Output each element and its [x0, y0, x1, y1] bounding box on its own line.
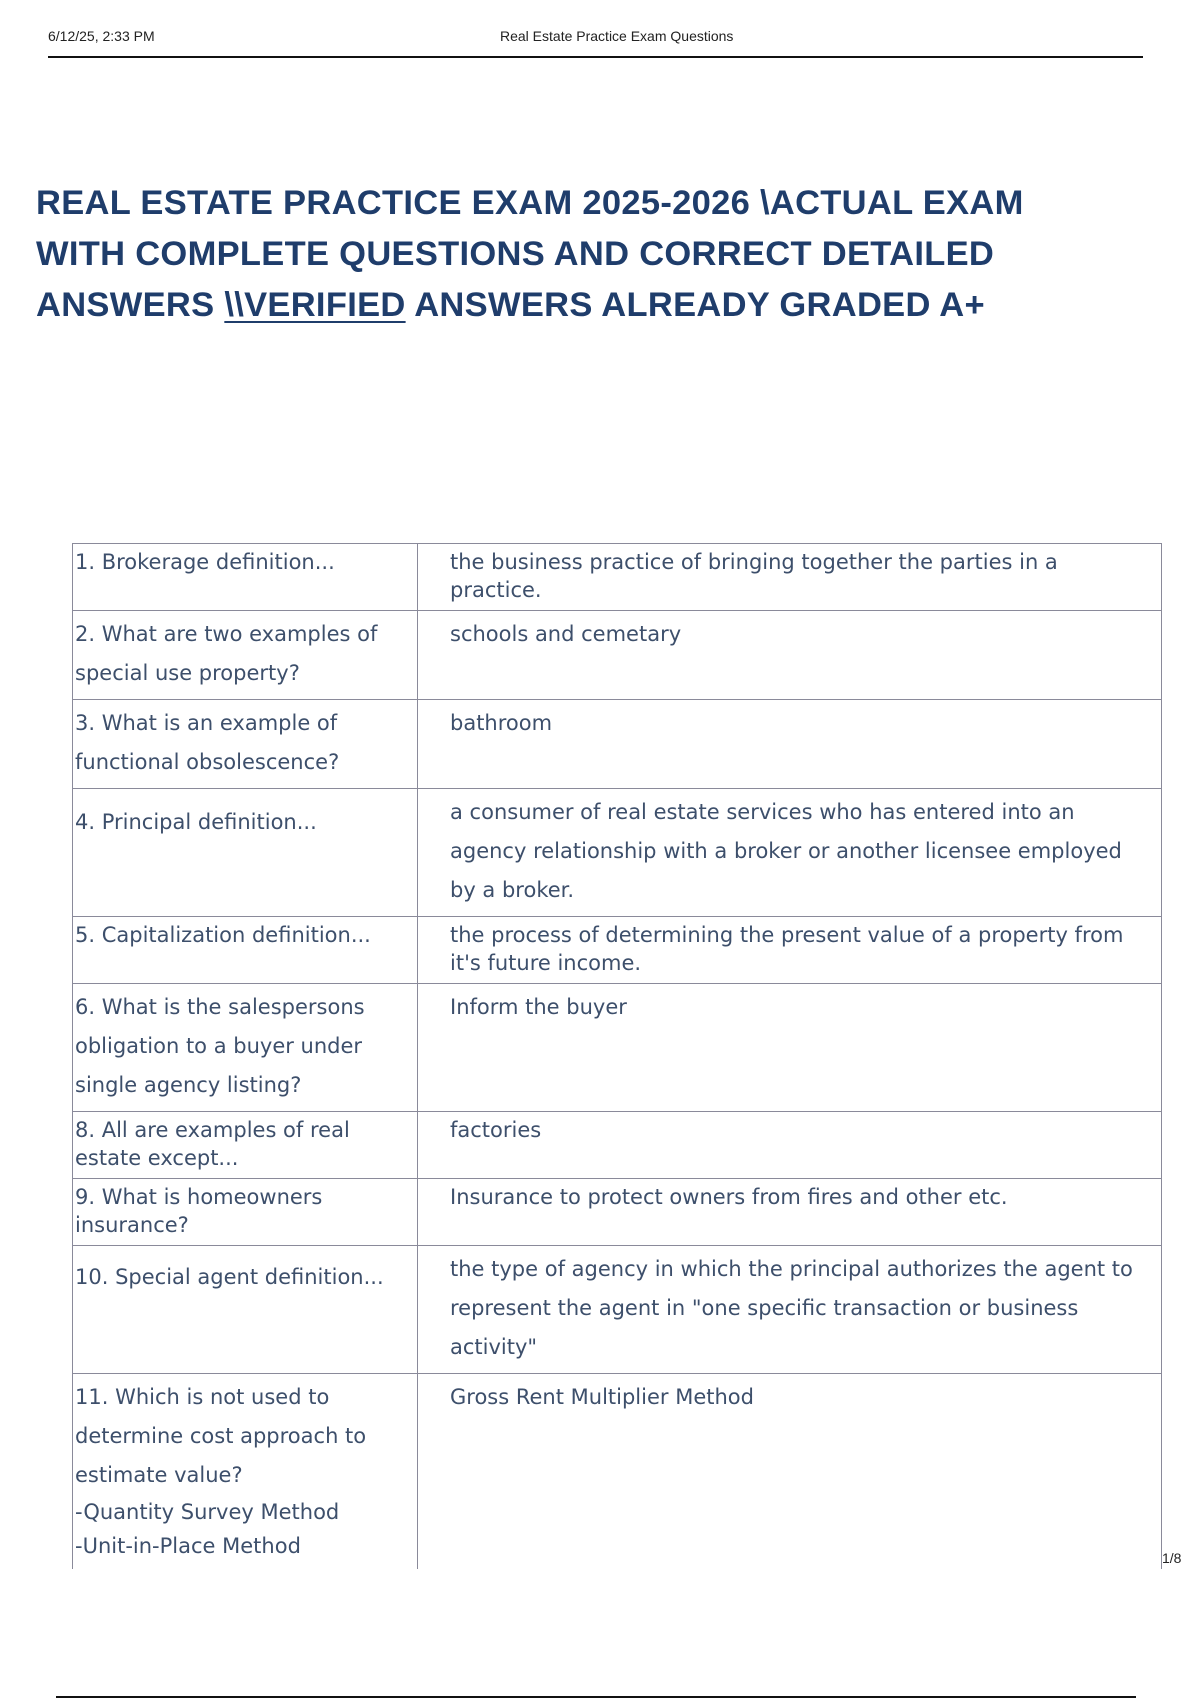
- question-cell: 5. Capitalization definition...: [73, 917, 418, 984]
- answer-cell: Gross Rent Multiplier Method: [418, 1374, 1162, 1570]
- title-line-1: REAL ESTATE PRACTICE EXAM 2025-2026 \ACTUAL EXAM: [36, 184, 1024, 222]
- question-option: -Unit-in-Place Method: [75, 1534, 301, 1558]
- page-title: [36, 178, 1200, 331]
- print-document-title: Real Estate Practice Exam Questions: [500, 28, 734, 44]
- table-row: [73, 984, 1162, 1112]
- title-line-3b: \\VERIFIED: [224, 286, 406, 324]
- question-cell: 3. What is an example of functional obsolescence?: [73, 700, 418, 789]
- question-cell: 6. What is the salespersons obligation to a buyer under single agency listing?: [73, 984, 418, 1112]
- answer-cell: Insurance to protect owners from fires and other etc.: [418, 1179, 1162, 1246]
- answer-cell: factories: [418, 1112, 1162, 1179]
- question-cell: 8. All are examples of real estate except...: [73, 1112, 418, 1179]
- question-cell: 2. What are two examples of special use property?: [73, 611, 418, 700]
- question-cell: 10. Special agent definition...: [73, 1246, 418, 1374]
- qa-table: [72, 543, 1162, 1569]
- title-line-3a: ANSWERS: [36, 286, 225, 324]
- table-row: [73, 1179, 1162, 1246]
- question-cell: [73, 1374, 418, 1570]
- title-line-3c: ANSWERS ALREADY GRADED A+: [405, 286, 985, 324]
- table-row: [73, 700, 1162, 789]
- question-cell: 4. Principal definition...: [73, 789, 418, 917]
- question-text: 11. Which is not used to determine cost approach to estimate value?: [75, 1385, 367, 1487]
- table-row: [73, 544, 1162, 611]
- title-line-2: WITH COMPLETE QUESTIONS AND CORRECT DETAILED: [36, 235, 995, 273]
- print-date: 6/12/25, 2:33 PM: [48, 28, 155, 44]
- question-cell: 9. What is homeowners insurance?: [73, 1179, 418, 1246]
- answer-cell: bathroom: [418, 700, 1162, 789]
- table-row: [73, 1246, 1162, 1374]
- table-row: [73, 1374, 1162, 1570]
- answer-cell: a consumer of real estate services who has entered into an agency relationship with a broker or another licensee employed by a broker.: [418, 789, 1162, 917]
- answer-cell: schools and cemetary: [418, 611, 1162, 700]
- table-row: [73, 611, 1162, 700]
- table-row: [73, 1112, 1162, 1179]
- answer-cell: the process of determining the present value of a property from it's future income.: [418, 917, 1162, 984]
- question-option: -Quantity Survey Method: [75, 1500, 340, 1524]
- answer-cell: the type of agency in which the principal authorizes the agent to represent the agent in "one specific transaction or business activity": [418, 1246, 1162, 1374]
- table-row: [73, 789, 1162, 917]
- page-number: 1/8: [1162, 1550, 1182, 1566]
- answer-cell: Inform the buyer: [418, 984, 1162, 1112]
- answer-cell: the business practice of bringing together the parties in a practice.: [418, 544, 1162, 611]
- table-row: [73, 917, 1162, 984]
- question-cell: 1. Brokerage definition...: [73, 544, 418, 611]
- footer-divider: [56, 1696, 1136, 1698]
- print-header: [48, 28, 1143, 58]
